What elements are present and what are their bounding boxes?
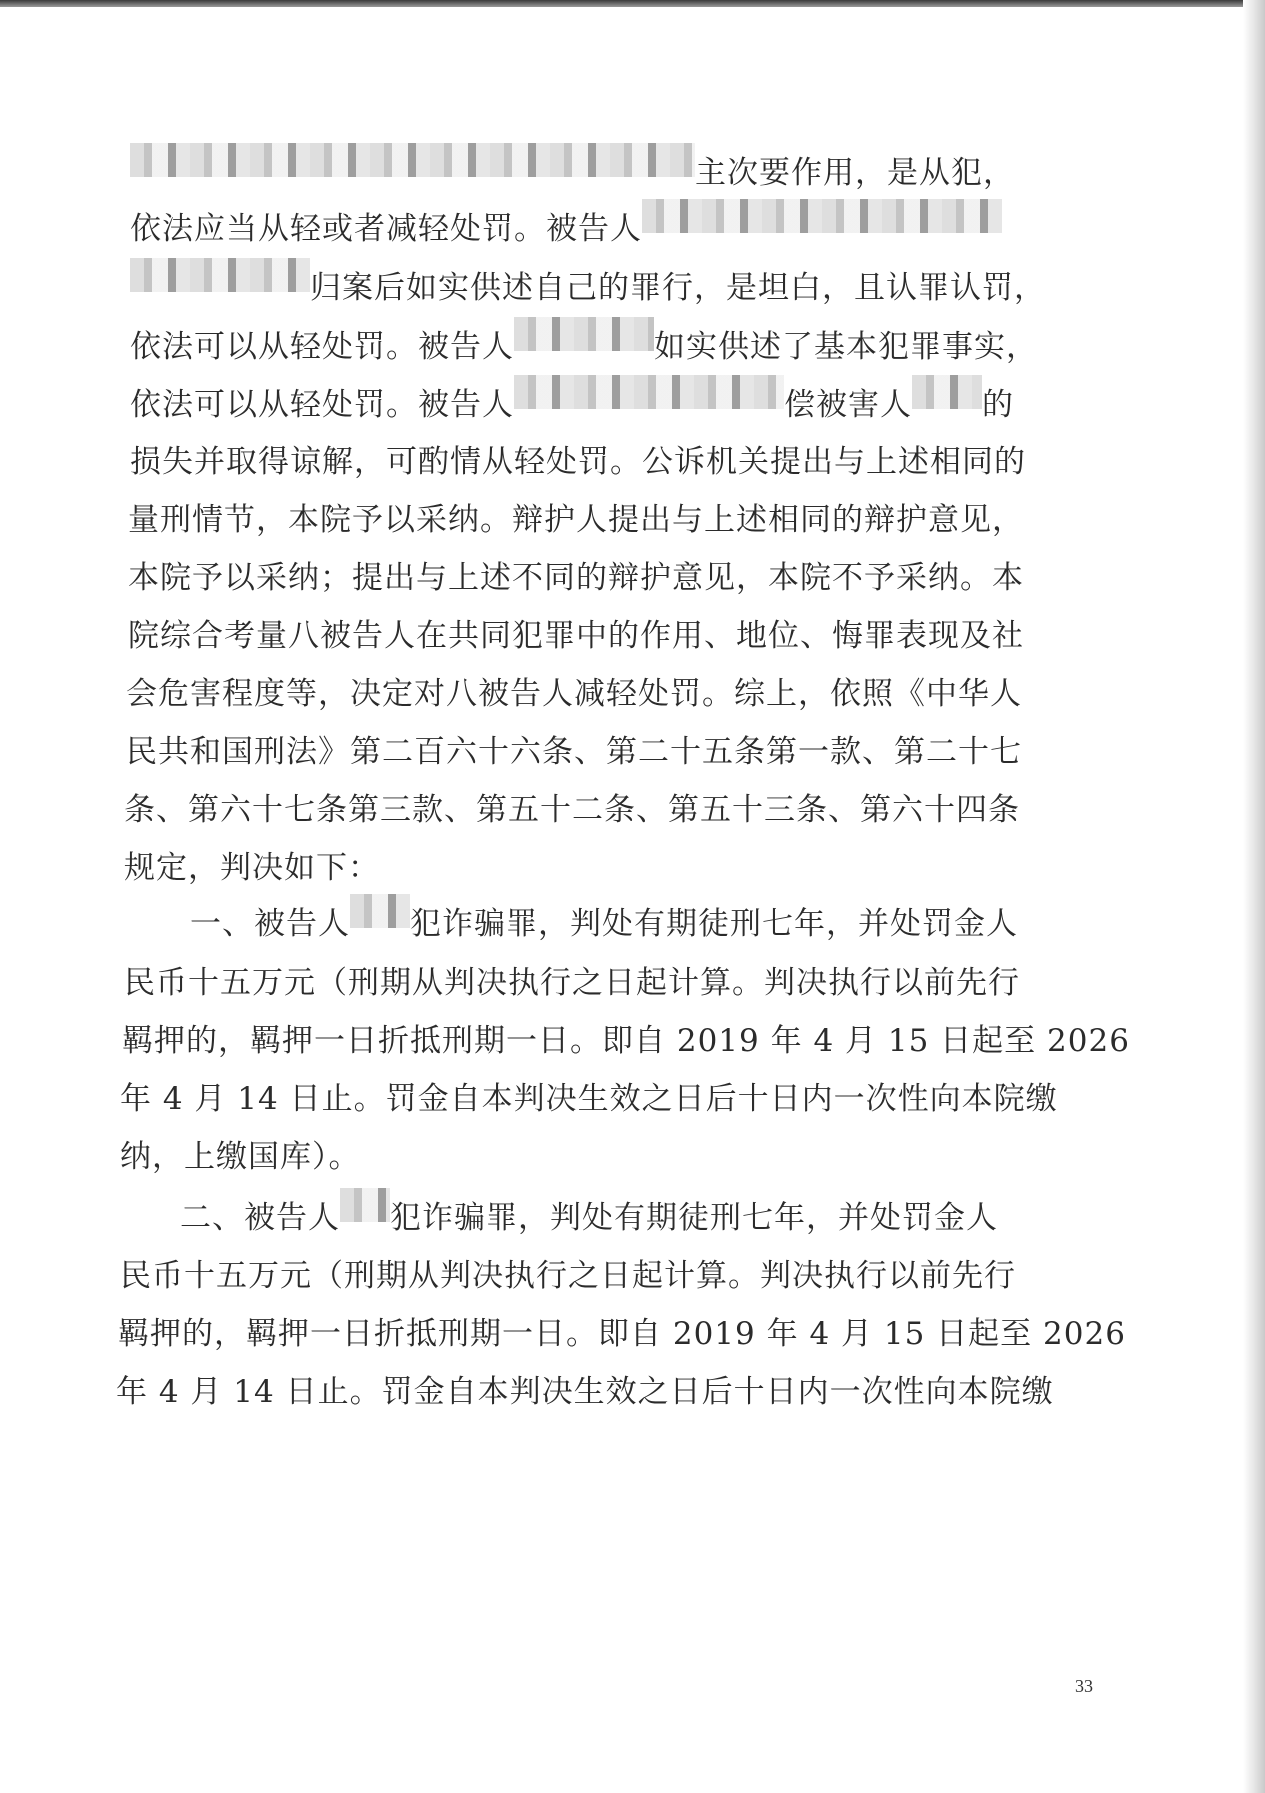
text-line <box>122 1011 1130 1071</box>
text-line <box>116 1362 1054 1422</box>
line-text: 量刑情节，本院予以采纳。辩护人提出与上述相同的辩护意见， <box>128 502 1024 538</box>
line-text: 会危害程度等，决定对八被告人减轻处罚。综上，依照《中华人 <box>126 676 1022 712</box>
line-text: 如实供述了基本犯罪事实， <box>654 329 1038 365</box>
text-line <box>124 953 1020 1013</box>
redacted-name <box>350 894 410 928</box>
line-text: 民币十五万元（刑期从判决执行之日起计算。判决执行以前先行 <box>120 1258 1016 1294</box>
text-line <box>126 664 1022 724</box>
text-line <box>130 143 1015 203</box>
text-line <box>120 1127 361 1187</box>
text-line <box>120 1069 1058 1129</box>
line-text: 羁押的，羁押一日折抵刑期一日。即自 2019 年 4 月 15 日起至 2026 <box>122 1023 1130 1059</box>
line-text: 犯诈骗罪，判处有期徒刑七年，并处罚金人 <box>390 1200 998 1236</box>
text-line <box>128 548 1024 608</box>
line-text: 民币十五万元（刑期从判决执行之日起计算。判决执行以前先行 <box>124 965 1020 1001</box>
line-text: 纳，上缴国库）。 <box>120 1139 361 1175</box>
redacted-name <box>642 199 1002 233</box>
line-text: 犯诈骗罪，判处有期徒刑七年，并处罚金人 <box>410 906 1018 942</box>
text-line <box>118 1304 1126 1364</box>
line-text: 羁押的，羁押一日折抵刑期一日。即自 2019 年 4 月 15 日起至 2026 <box>118 1316 1126 1352</box>
line-text: 一、被告人 <box>190 906 350 942</box>
text-line <box>130 375 1014 435</box>
line-text: 归案后如实供述自己的罪行，是坦白，且认罪认罚， <box>310 270 1046 306</box>
text-line <box>128 606 1024 666</box>
line-text: 民共和国刑法》第二百六十六条、第二十五条第一款、第二十七 <box>126 734 1022 770</box>
redacted-name <box>130 143 695 177</box>
line-text: 损失并取得谅解，可酌情从轻处罚。公诉机关提出与上述相同的 <box>130 444 1026 480</box>
text-line <box>124 780 1020 840</box>
page-number: 33 <box>1075 1676 1093 1696</box>
redacted-name <box>912 375 982 409</box>
text-line <box>120 1246 1016 1306</box>
text-line <box>128 490 1024 550</box>
line-text: 年 4 月 14 日止。罚金自本判决生效之日后十日内一次性向本院缴 <box>116 1374 1054 1410</box>
line-text: 二、被告人 <box>180 1200 340 1236</box>
line-text: 的 <box>982 387 1014 423</box>
line-text: 依法应当从轻或者减轻处罚。被告人 <box>130 211 642 247</box>
redacted-name <box>514 317 654 351</box>
text-line <box>124 838 380 898</box>
redacted-name <box>130 258 310 292</box>
line-text: 依法可以从轻处罚。被告人 <box>130 329 514 365</box>
text-line <box>130 199 980 259</box>
text-line <box>130 432 1026 492</box>
line-text: 主次要作用，是从犯， <box>695 155 1015 191</box>
line-text: 偿被害人 <box>784 387 912 423</box>
text-line <box>130 317 1038 377</box>
line-text: 条、第六十七条第三款、第五十二条、第五十三条、第六十四条 <box>124 792 1020 828</box>
line-text: 院综合考量八被告人在共同犯罪中的作用、地位、悔罪表现及社 <box>128 618 1024 654</box>
line-text: 依法可以从轻处罚。被告人 <box>130 387 514 423</box>
text-line <box>190 894 1018 954</box>
line-text: 规定，判决如下： <box>124 850 380 886</box>
redacted-name <box>340 1188 390 1222</box>
text-line <box>180 1188 998 1248</box>
text-line <box>126 722 1022 782</box>
text-line <box>130 258 1046 318</box>
line-text: 本院予以采纳；提出与上述不同的辩护意见，本院不予采纳。本 <box>128 560 1024 596</box>
redacted-name <box>514 375 784 409</box>
line-text: 年 4 月 14 日止。罚金自本判决生效之日后十日内一次性向本院缴 <box>120 1081 1058 1117</box>
